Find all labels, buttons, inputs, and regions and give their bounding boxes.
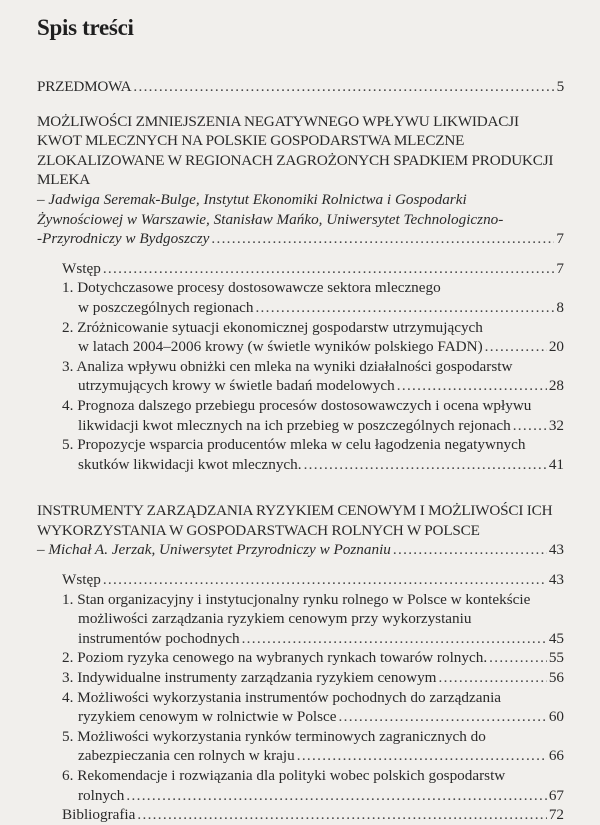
toc-section — [37, 112, 564, 475]
item-label: rolnych — [78, 786, 125, 804]
dot-leader — [103, 259, 555, 279]
item-label: 5. Możliwości wykorzystania rynków terminowych zagranicznych do — [62, 727, 486, 745]
dot-leader — [126, 786, 546, 806]
page-number: 55 — [548, 649, 564, 667]
item-label: 6. Rekomendacje i rozwiązania dla polityki wobec polskich gospodarstw — [62, 767, 506, 784]
section-author-last-line — [37, 540, 564, 560]
dot-leader — [304, 455, 547, 475]
item-last-line — [37, 707, 564, 727]
item-last-line — [37, 298, 564, 318]
section-author-line: – Jadwiga Seremak-Bulge, Instytut Ekonomiki Rolnictwa i Gospodarki — [37, 190, 467, 208]
item-label: 1. Dotychczasowe procesy dostosowawcze sektora mlecznego — [62, 279, 441, 297]
entry-label: PRZEDMOWA — [37, 78, 132, 95]
toc-item[interactable] — [37, 766, 564, 805]
item-label: 2. Poziom ryzyka cenowego na wybranych rynkach towarów rolnych. — [62, 649, 488, 667]
section-author-line: – Michał A. Jerzak, Uniwersytet Przyrodniczy w Poznaniu — [37, 541, 391, 559]
item-label: likwidacji kwot mlecznych na ich przebieg w poszczególnych rejonach — [78, 416, 511, 434]
dot-leader — [103, 570, 547, 590]
section-author-line: -Przyrodniczy w Bydgoszczy — [37, 230, 210, 248]
toc-item[interactable] — [37, 259, 564, 279]
section-heading-line[interactable]: ZLOKALIZOWANE W REGIONACH ZAGROŻONYCH SPADKIEM PRODUKCJI — [37, 151, 554, 169]
page-number: 72 — [548, 806, 564, 824]
item-label: ryzykiem cenowym w rolnictwie w Polsce — [78, 708, 337, 726]
item-label: 3. Analiza wpływu obniżki cen mleka na wyniki działalności gospodarstw — [62, 357, 513, 375]
item-last-line — [37, 629, 564, 649]
page-number: 43 — [548, 571, 564, 589]
page-number: 5 — [556, 78, 564, 95]
toc-item[interactable] — [37, 357, 564, 396]
item-last-line — [37, 746, 564, 766]
toc-item[interactable] — [37, 648, 564, 668]
section-heading-line[interactable]: MLEKA — [37, 171, 90, 189]
section-author-line: Żywnościowej w Warszawie, Stanisław Mańko, Uniwersytet Technologiczno- — [37, 210, 504, 228]
item-label: w latach 2004–2006 krowy (w świetle wyników polskiego FADN) — [78, 338, 483, 356]
item-label: w poszczególnych regionach — [78, 298, 254, 316]
item-last-line — [37, 337, 564, 357]
item-last-line — [37, 455, 564, 475]
page-number: 8 — [556, 298, 564, 316]
toc-item[interactable] — [37, 278, 564, 317]
dot-leader — [297, 746, 547, 766]
page-number: 60 — [548, 708, 564, 726]
toc-item[interactable] — [37, 805, 564, 825]
dot-leader — [339, 707, 547, 727]
page-number: 28 — [548, 377, 564, 395]
item-label: Wstęp — [62, 259, 101, 277]
dot-leader — [211, 229, 554, 249]
page-number: 20 — [548, 338, 564, 356]
page-number: 7 — [556, 259, 564, 277]
section-heading-line[interactable]: MOŻLIWOŚCI ZMNIEJSZENIA NEGATYWNEGO WPŁYWU LIKWIDACJI — [37, 112, 519, 130]
dot-leader — [513, 416, 547, 436]
dot-leader — [397, 376, 547, 396]
toc-item[interactable] — [37, 570, 564, 590]
item-label: Wstęp — [62, 571, 101, 589]
toc-section — [37, 501, 564, 825]
item-label: Bibliografia — [62, 806, 136, 824]
page-title: Spis treści — [37, 15, 134, 40]
toc-item[interactable] — [37, 396, 564, 435]
item-label: 3. Indywidualne instrumenty zarządzania ryzykiem cenowym — [62, 669, 437, 687]
dot-leader — [393, 540, 547, 560]
section-heading-line[interactable]: KWOT MLECZNYCH NA POLSKIE GOSPODARSTWA MLECZNE — [37, 132, 465, 150]
toc-item[interactable] — [37, 318, 564, 357]
page-number: 43 — [548, 541, 564, 559]
dot-leader — [255, 298, 554, 318]
page-number: 56 — [548, 669, 564, 687]
item-label: skutków likwidacji kwot mlecznych. — [78, 455, 302, 473]
item-last-line — [37, 376, 564, 396]
page-number: 67 — [548, 786, 564, 804]
item-label: 4. Możliwości wykorzystania instrumentów pochodnych do zarządzania — [62, 688, 502, 706]
page-number: 66 — [548, 747, 564, 765]
page-number: 41 — [548, 455, 564, 473]
item-label: utrzymujących krowy w świetle badań modelowych — [78, 377, 395, 395]
toc-item[interactable] — [37, 435, 564, 474]
dot-leader — [133, 77, 554, 97]
toc-item[interactable] — [37, 668, 564, 688]
dot-leader — [489, 648, 547, 668]
page-number: 7 — [556, 230, 564, 248]
section-author-last-line — [37, 229, 564, 249]
toc-entry-preface[interactable] — [37, 77, 564, 97]
dot-leader — [242, 629, 547, 649]
item-label: instrumentów pochodnych — [78, 629, 240, 647]
item-last-line — [37, 416, 564, 436]
toc-item[interactable] — [37, 590, 564, 649]
toc-item[interactable] — [37, 688, 564, 727]
item-label: 4. Prognoza dalszego przebiegu procesów dostosowawczych i ocena wpływu — [62, 396, 532, 414]
section-heading-line[interactable]: WYKORZYSTANIA W GOSPODARSTWACH ROLNYCH W POLSCE — [37, 521, 480, 539]
item-label: 2. Zróżnicowanie sytuacji ekonomicznej gospodarstw utrzymujących — [62, 318, 483, 336]
table-of-contents — [37, 0, 564, 825]
dot-leader — [439, 668, 547, 688]
toc-item[interactable] — [37, 727, 564, 766]
page-number: 45 — [548, 629, 564, 647]
dot-leader — [485, 337, 547, 357]
item-label: zabezpieczania cen rolnych w kraju — [78, 747, 295, 765]
item-label: możliwości zarządzania ryzykiem cenowym przy wykorzystaniu — [78, 610, 472, 628]
page-number: 32 — [548, 416, 564, 434]
dot-leader — [137, 805, 546, 825]
section-heading-line[interactable]: INSTRUMENTY ZARZĄDZANIA RYZYKIEM CENOWYM I MOŻLIWOŚCI ICH — [37, 502, 553, 520]
item-label: 5. Propozycje wsparcia producentów mleka w celu łagodzenia negatywnych — [62, 436, 526, 454]
item-label: 1. Stan organizacyjny i instytucjonalny rynku rolnego w Polsce w kontekście — [62, 590, 531, 608]
item-last-line — [37, 786, 564, 806]
